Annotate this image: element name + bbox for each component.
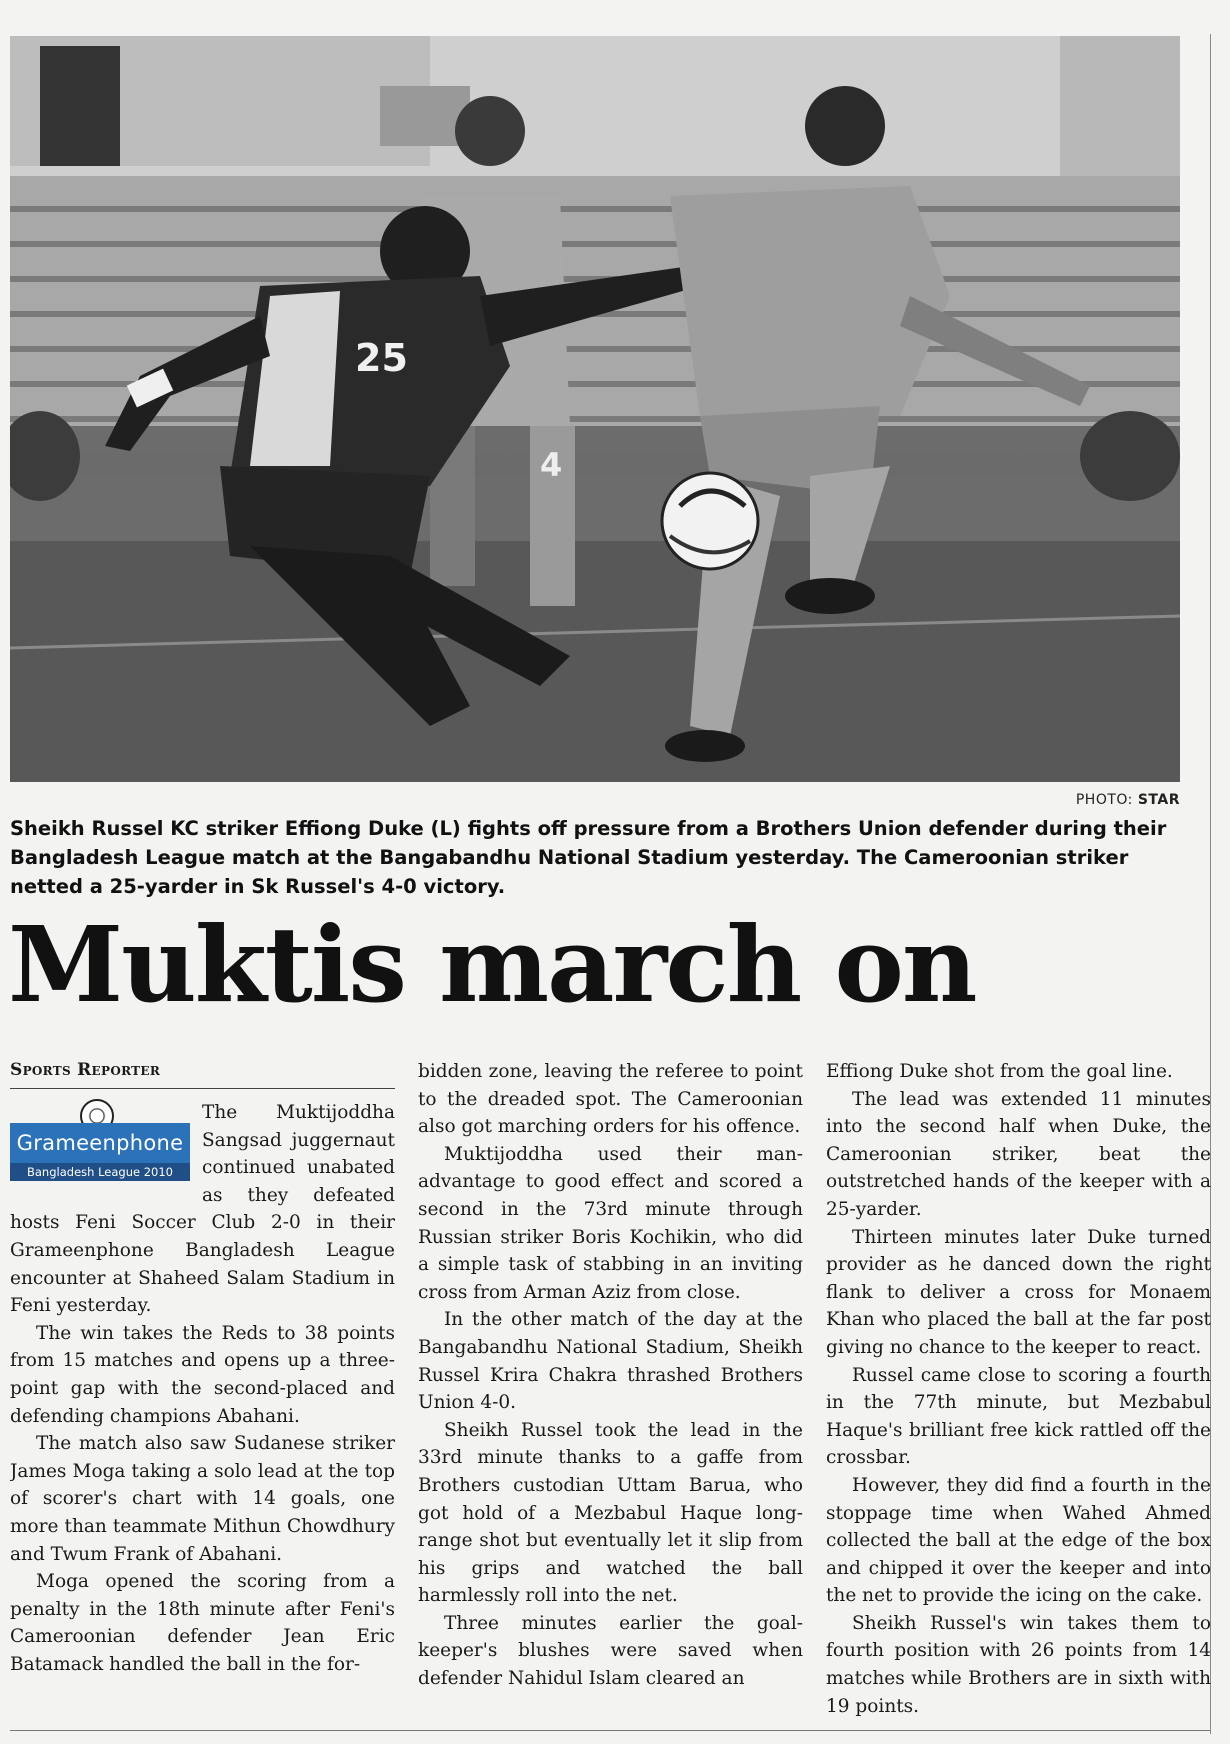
paragraph: Sheikh Russel's win takes them to fourth position with 26 points from 14 matches while Brothers are in sixth with 19 points. [826, 1612, 1211, 1717]
jersey-number-left: 25 [355, 336, 408, 380]
paragraph: Three minutes earlier the goal-keeper's blushes were saved when defender Nahidul Islam cleared an [418, 1612, 803, 1690]
bottom-rule [10, 1730, 1210, 1731]
photo-credit [1076, 792, 1180, 808]
sponsor-sub: Bangladesh League 2010 [10, 1163, 190, 1181]
article-column-1 [10, 1058, 395, 1728]
paragraph: The Muktijoddha Sangsad juggernaut continued unabated as they defeated hosts Feni Soccer Club 2-0 in their Grameenphone Bangladesh League encounter at Shaheed Salam Stadium in Feni yesterday. [10, 1102, 395, 1317]
paragraph: Thirteen minutes later Duke turned provider as he danced down the right flank to deliver a cross for Monaem Khan who placed the ball at the far post giving no chance to the keeper to react. [826, 1226, 1211, 1358]
byline: Sports Reporter [10, 1060, 161, 1080]
sponsor-logo [10, 1099, 190, 1185]
byline-rule [10, 1088, 395, 1089]
news-photo [10, 36, 1180, 782]
paragraph: Muktijoddha used their man-advantage to good effect and scored a second in the 73rd minute through Russian striker Boris Kochikin, who did a simple task of stabbing in an inviting cross from Arman Aziz from close. [418, 1143, 803, 1303]
paragraph: Effiong Duke shot from the goal line. [826, 1061, 1173, 1082]
paragraph: The lead was extended 11 minutes into the second half when Duke, the Cameroonian striker, beat the outstretched hands of the keeper with a 25-yarder. [826, 1088, 1211, 1220]
headline: Muktis march on [8, 903, 976, 1026]
paragraph: Sheikh Russel took the lead in the 33rd minute thanks to a gaffe from Brothers custodian Uttam Barua, who got hold of a Mezbabul Haque long-range shot but eventually let it slip from his grips and watched the ball harmlessly roll into the net. [418, 1419, 803, 1607]
paragraph: The match also saw Sudanese striker James Moga taking a solo lead at the top of scorer's chart with 14 goals, one more than teammate Mithun Chowdhury and Twum Frank of Abahani. [10, 1433, 395, 1565]
photo-caption: Sheikh Russel KC striker Effiong Duke (L) fights off pressure from a Brothers Union defender during their Bangladesh League match at the Bangabandhu National Stadium yesterday. The Cameroonian striker netted a 25-yarder in Sk Russel's 4-0 victory. [10, 817, 1167, 898]
article-column-2 [418, 1058, 803, 1728]
paragraph: In the other match of the day at the Bangabandhu National Stadium, Sheikh Russel Krira Chakra thrashed Brothers Union 4-0. [418, 1309, 803, 1414]
photo-credit-source: STAR [1137, 792, 1180, 808]
sponsor-brand: Grameenphone [10, 1123, 190, 1163]
paragraph: Russel came close to scoring a fourth in the 77th minute, but Mezbabul Haque's brilliant free kick rattled off the crossbar. [826, 1364, 1211, 1469]
article-column-3 [826, 1058, 1211, 1728]
football [662, 473, 758, 569]
paragraph: However, they did find a fourth in the stoppage time when Wahed Ahmed collected the ball at the edge of the box and chipped it over the keeper and into the net to provide the icing on the cake. [826, 1474, 1211, 1607]
jersey-number-back: 4 [540, 446, 563, 484]
football-scene-illustration [10, 36, 1180, 782]
paragraph: bidden zone, leaving the referee to point to the dreaded spot. The Cameroonian also got marching orders for his offence. [418, 1061, 803, 1138]
photo-credit-label: PHOTO: [1075, 792, 1133, 808]
paragraph: Moga opened the scoring from a penalty in the 18th minute after Feni's Cameroonian defender Jean Eric Batamack handled the ball in the for- [10, 1571, 395, 1675]
paragraph: The win takes the Reds to 38 points from 15 matches and opens up a three-point gap with the second-placed and defending champions Abahani. [10, 1322, 395, 1427]
